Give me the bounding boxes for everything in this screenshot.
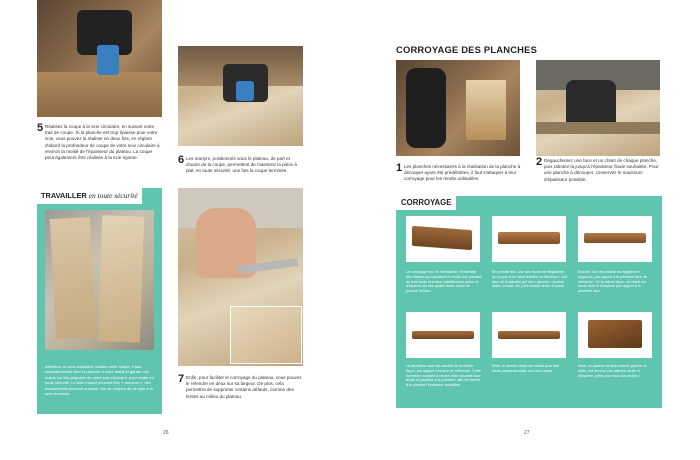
- corroyage-caption-5: Enfin, le dernier chant est raboté pour être rendu perpendiculaire aux deux faces.: [492, 364, 560, 373]
- photo-saw-on-martyrs: [178, 46, 303, 146]
- step-5-number: 5: [37, 122, 44, 134]
- step-5-text: Réalisez la coupe à la scie circulaire, en suivant votre trait de coupe. Si la planche est trop épaisse pour votre scie, vous pouvez la réaliser en deux fois, en réglant d'abord la profondeur de coupe de votre scie circulaire à environ la moitié de l'épaisseur du plateau. La coupe peut également être réalisée à la scie égoïne.: [45, 124, 160, 161]
- step-7: [178, 373, 303, 400]
- corroyage-image-6: [578, 312, 652, 358]
- photo-planing-2: [536, 60, 660, 156]
- safety-title: TRAVAILLER en toute sécurité: [37, 188, 142, 204]
- right-page: [350, 0, 700, 460]
- step-6-text: Les martyrs, positionnés sous le plateau, de part et d'autre de la coupe, permettent de maintenir la pièce à plat, en toute sécurité, une fois la coupe terminée.: [186, 156, 297, 174]
- step-1-text: Les planches nécessaires à la réalisation de la planche à découper ayant été prédébitées, il faut s'attaquer à leur corroyage pour les rendre utilisables.: [404, 164, 521, 182]
- step-7-number: 7: [178, 373, 185, 385]
- corroyage-image-2: [492, 216, 566, 262]
- step-5: [37, 122, 162, 161]
- step-1-number: 1: [396, 162, 403, 174]
- corroyage-image-5: [492, 312, 566, 358]
- corroyage-title: CORROYAGE: [396, 196, 456, 210]
- photo-circular-saw-cut: [37, 0, 162, 117]
- step-6: [178, 154, 303, 175]
- step-2-number: 2: [536, 156, 543, 168]
- corroyage-caption-6: Ainsi, un plateau de bois massif, gauche et tordu, est devenu une planche droite et d'équerre, prête pour tous vos projets !: [578, 364, 647, 378]
- page-number-right: 27: [524, 430, 530, 436]
- photo-inset-board: [230, 306, 302, 364]
- page-number-left: 26: [163, 430, 169, 436]
- corroyage-caption-3: Ensuite, l'un des chants est également dégauchi, par rapport à la première face de référence. De la même façon, ce chant est rendu droit et d'équerre par rapport à la première face.: [578, 270, 647, 294]
- photo-hands-measuring: [178, 188, 303, 366]
- corroyage-caption-2: En premier lieu, une des faces est dégauchie. Au moyen d'un rabot linéaire ou électrique, une face de la planche qui est « gauche » (tordue, tuilée, creuse, etc.) est rendue droite et plane.: [492, 270, 568, 289]
- safety-box: [37, 188, 162, 414]
- corroyage-caption-4: La deuxième face est rabotée de la même façon, par rapport à la face de référence. Cette opération consiste à rendre cette seconde face droite et parallèle à la première, afin de donner à la planche l'épaisseur souhaitée.: [406, 364, 481, 388]
- photo-planing-1: [396, 60, 520, 156]
- corroyage-image-1: [406, 216, 480, 262]
- safety-photo-boards: [45, 210, 154, 350]
- corroyage-image-3: [578, 216, 652, 262]
- step-2-text: Dégauchissez une face et un chant de chaque planche, puis rabotez-la jusqu'à l'épaisseur finale souhaitée. Pour une planche à découper, conservez le maximum d'épaisseur possible.: [544, 158, 659, 182]
- safety-text: Attention, si vous souhaitez réaliser cette coupe, il faut impérativement fixer la planche à votre établi et garder vos mains sur les poignées de votre scie circulaire, pour rester en toute sécurité. Le bois massif pouvant être « nerveux », des écrasements peuvent survenir lors de coupes de ce type à la scie circulaire.: [45, 364, 154, 397]
- corroyage-image-4: [406, 312, 480, 358]
- step-2: [536, 156, 662, 183]
- step-6-number: 6: [178, 154, 185, 166]
- corroyage-box: [396, 196, 662, 408]
- step-7-text: Enfin, pour faciliter le corroyage du plateau, vous pouvez le refendre en deux sur sa largeur. De plus, cela permettra de supprimer certains défauts, comme des fentes au milieu du plateau.: [186, 375, 302, 399]
- corroyage-caption-1: Le corroyage est, en menuiserie, l'ensemble des étapes qui consistent à rendre une planche de bois brute et tordue, parfaitement plane et d'équerre sur ses quatre faces, avant de pouvoir l'utiliser.: [406, 270, 482, 294]
- page-title: CORROYAGE DES PLANCHES: [396, 44, 538, 55]
- step-1: [396, 162, 522, 183]
